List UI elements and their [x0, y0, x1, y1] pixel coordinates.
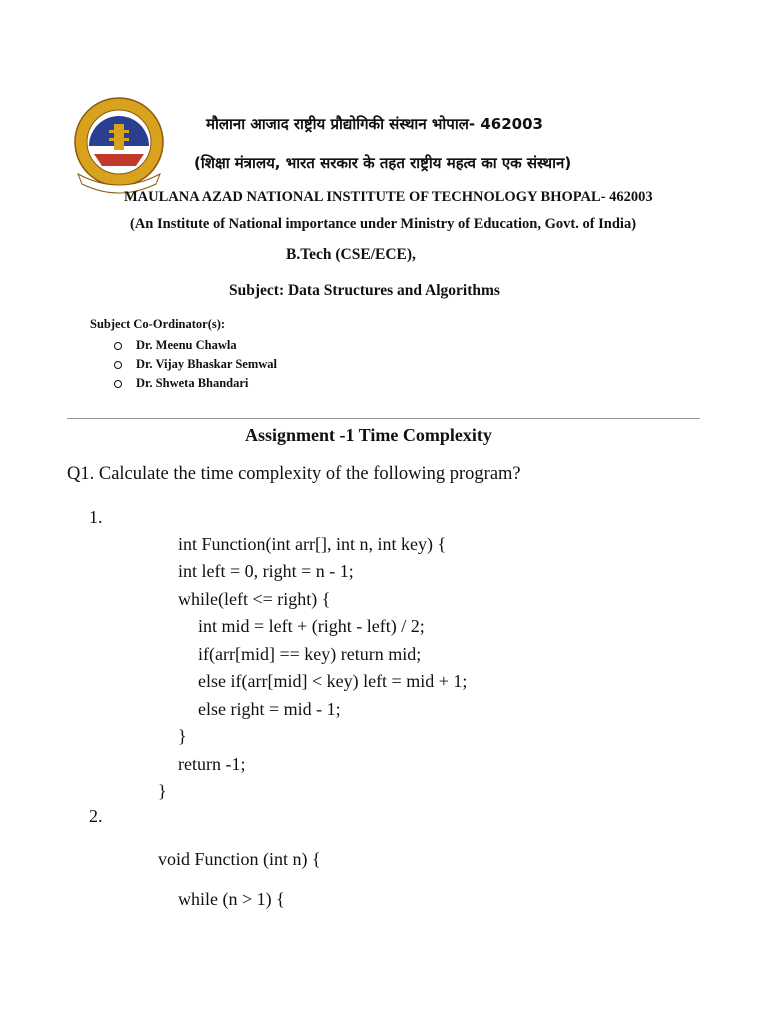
- institute-subtitle-hindi: (शिक्षा मंत्रालय, भारत सरकार के तहत राष्ट्रीय महत्व का एक संस्थान): [194, 154, 572, 172]
- code-line: while (n > 1) {: [178, 889, 285, 909]
- bullet-icon: [114, 342, 122, 350]
- code-line: int Function(int arr[], int n, int key) {: [178, 534, 447, 554]
- list-item: [114, 374, 277, 393]
- list-item: [114, 355, 277, 374]
- institute-name-english: MAULANA AZAD NATIONAL INSTITUTE OF TECHNOLOGY BHOPAL- 462003: [124, 189, 653, 205]
- institute-logo: [64, 94, 174, 194]
- code-line: else right = mid - 1;: [198, 699, 341, 719]
- bullet-icon: [114, 361, 122, 369]
- coordinator-name: Dr. Vijay Bhaskar Semwal: [136, 357, 277, 371]
- institute-name-hindi: मौलाना आजाद राष्ट्रीय प्रौद्योगिकी संस्थान भोपाल- 462003: [206, 115, 543, 133]
- code-line: }: [178, 726, 187, 746]
- institute-subtitle-english: (An Institute of National importance under Ministry of Education, Govt. of India): [130, 216, 637, 232]
- coordinators-list: [114, 336, 277, 393]
- coordinator-name: Dr. Shweta Bhandari: [136, 376, 249, 390]
- bullet-icon: [114, 380, 122, 388]
- code-line: if(arr[mid] == key) return mid;: [198, 644, 422, 664]
- coordinators-heading: Subject Co-Ordinator(s):: [90, 317, 226, 331]
- divider: [67, 418, 700, 419]
- code-line: int mid = left + (right - left) / 2;: [198, 616, 425, 636]
- assignment-title: Assignment -1 Time Complexity: [245, 425, 492, 445]
- item-number: 2.: [89, 806, 103, 826]
- item-number: 1.: [89, 507, 103, 527]
- list-item: [114, 336, 277, 355]
- code-line: int left = 0, right = n - 1;: [178, 561, 354, 581]
- code-line: void Function (int n) {: [158, 849, 321, 869]
- question-text: Q1. Calculate the time complexity of the following program?: [67, 464, 521, 484]
- code-line: else if(arr[mid] < key) left = mid + 1;: [198, 671, 468, 691]
- code-line: }: [158, 781, 167, 801]
- course-title: B.Tech (CSE/ECE),: [286, 246, 416, 263]
- code-line: while(left <= right) {: [178, 589, 331, 609]
- coordinator-name: Dr. Meenu Chawla: [136, 338, 237, 352]
- subject-title: Subject: Data Structures and Algorithms: [229, 282, 500, 299]
- code-line: return -1;: [178, 754, 246, 774]
